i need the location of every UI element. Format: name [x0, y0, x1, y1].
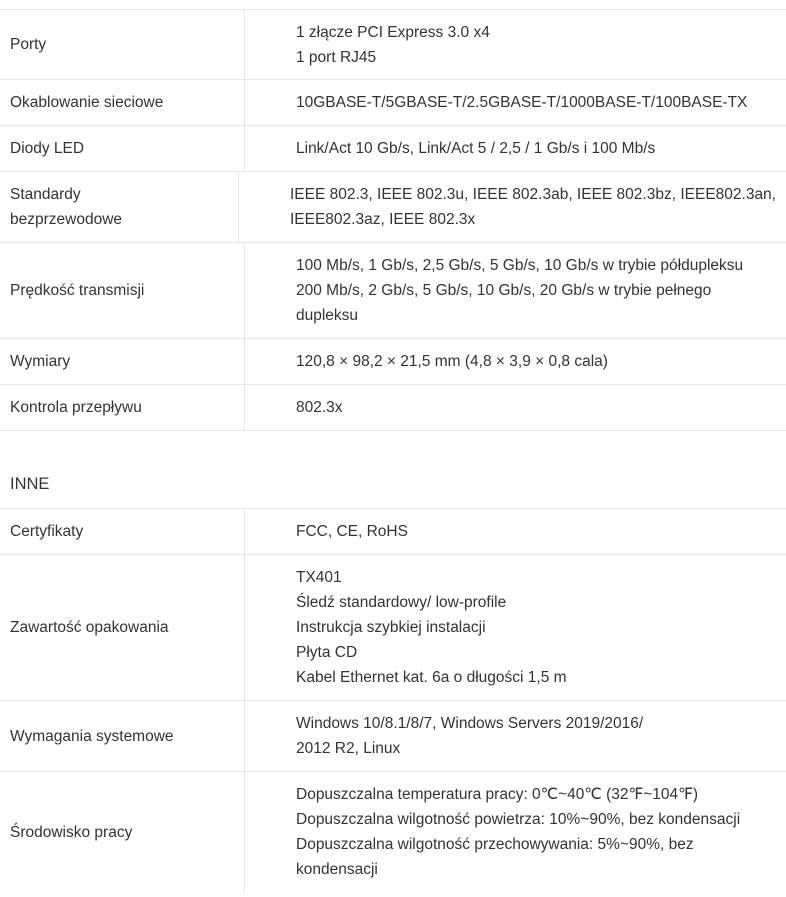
spec-value-line: FCC, CE, RoHS: [296, 523, 408, 540]
spec-label: Okablowanie sieciowe: [0, 80, 245, 125]
spec-value-line: 10GBASE-T/5GBASE-T/2.5GBASE-T/1000BASE-T/100BASE-TX: [296, 94, 748, 111]
spec-value-line: Śledź standardowy/ low-profile: [296, 594, 507, 611]
spec-label: Wymagania systemowe: [0, 701, 245, 771]
spec-value-line: 1 złącze PCI Express 3.0 x4: [296, 24, 490, 41]
spec-value: [245, 509, 786, 554]
spec-row-kontrola: [0, 385, 786, 431]
spec-value-line: Płyta CD: [296, 644, 358, 661]
section-title-inne: INNE: [0, 431, 786, 509]
spec-label: Standardy bezprzewodowe: [0, 172, 239, 242]
spec-label: Zawartość opakowania: [0, 555, 245, 700]
spec-row-wymiary: [0, 339, 786, 385]
spec-value-line: Dopuszczalna temperatura pracy: 0℃~40℃ (32℉~104℉): [296, 786, 699, 803]
spec-value: [245, 126, 786, 171]
spec-label: Porty: [0, 10, 245, 79]
spec-table-2: [0, 509, 786, 893]
spec-value-line: kondensacji: [296, 861, 378, 878]
spec-value-line: IEEE 802.3, IEEE 802.3u, IEEE 802.3ab, IEEE 802.3bz, IEEE802.3an,: [289, 186, 776, 203]
spec-value-line: IEEE802.3az, IEEE 802.3x: [289, 211, 476, 228]
spec-value-line: TX401: [296, 569, 342, 586]
spec-value-line: 100 Mb/s, 1 Gb/s, 2,5 Gb/s, 5 Gb/s, 10 Gb/s w trybie półdupleksu: [296, 257, 744, 274]
spec-value: [245, 772, 786, 893]
spec-row-wymagania: [0, 701, 786, 772]
spec-row-diody-led: [0, 126, 786, 172]
spec-row-srodowisko: [0, 772, 786, 893]
spec-row-standardy: [0, 172, 786, 243]
spec-value-line: dupleksu: [296, 307, 359, 324]
spec-row-okablowanie: [0, 80, 786, 126]
spec-value-line: Windows 10/8.1/8/7, Windows Servers 2019/2016/: [296, 715, 644, 732]
spec-row-predkosc: [0, 243, 786, 339]
spec-label: Wymiary: [0, 339, 245, 384]
spec-table-1: [0, 9, 786, 431]
spec-value-line: Kabel Ethernet kat. 6a o długości 1,5 m: [296, 669, 567, 686]
spec-value: [245, 10, 786, 79]
spec-value-line: 2012 R2, Linux: [296, 740, 401, 757]
spec-value: [245, 385, 786, 430]
spec-label: Prędkość transmisji: [0, 243, 245, 338]
spec-label: Kontrola przepływu: [0, 385, 245, 430]
spec-value-line: 120,8 × 98,2 × 21,5 mm (4,8 × 3,9 × 0,8 cala): [296, 353, 608, 370]
spec-value-line: Dopuszczalna wilgotność przechowywania: 5%~90%, bez: [296, 836, 694, 853]
spec-value-line: 200 Mb/s, 2 Gb/s, 5 Gb/s, 10 Gb/s, 20 Gb/s w trybie pełnego: [296, 282, 712, 299]
spec-label: Diody LED: [0, 126, 245, 171]
spec-value-line: Dopuszczalna wilgotność powietrza: 10%~90%, bez kondensacji: [296, 811, 741, 828]
spec-value: [245, 339, 786, 384]
spec-label: Certyfikaty: [0, 509, 245, 554]
spec-row-certyfikaty: [0, 509, 786, 555]
spec-value-line: 1 port RJ45: [296, 49, 377, 66]
spec-value: [245, 243, 786, 338]
spec-value: [245, 701, 786, 771]
spec-value: [245, 555, 786, 700]
spec-label: Środowisko pracy: [0, 772, 245, 893]
spec-row-porty: [0, 9, 786, 80]
spec-value-line: 802.3x: [296, 399, 343, 416]
spec-value-line: Link/Act 10 Gb/s, Link/Act 5 / 2,5 / 1 Gb/s i 100 Mb/s: [296, 140, 656, 157]
spec-row-zawartosc: [0, 555, 786, 701]
spec-value: [245, 80, 786, 125]
spec-value-line: Instrukcja szybkiej instalacji: [296, 619, 486, 636]
spec-value: [239, 172, 786, 242]
